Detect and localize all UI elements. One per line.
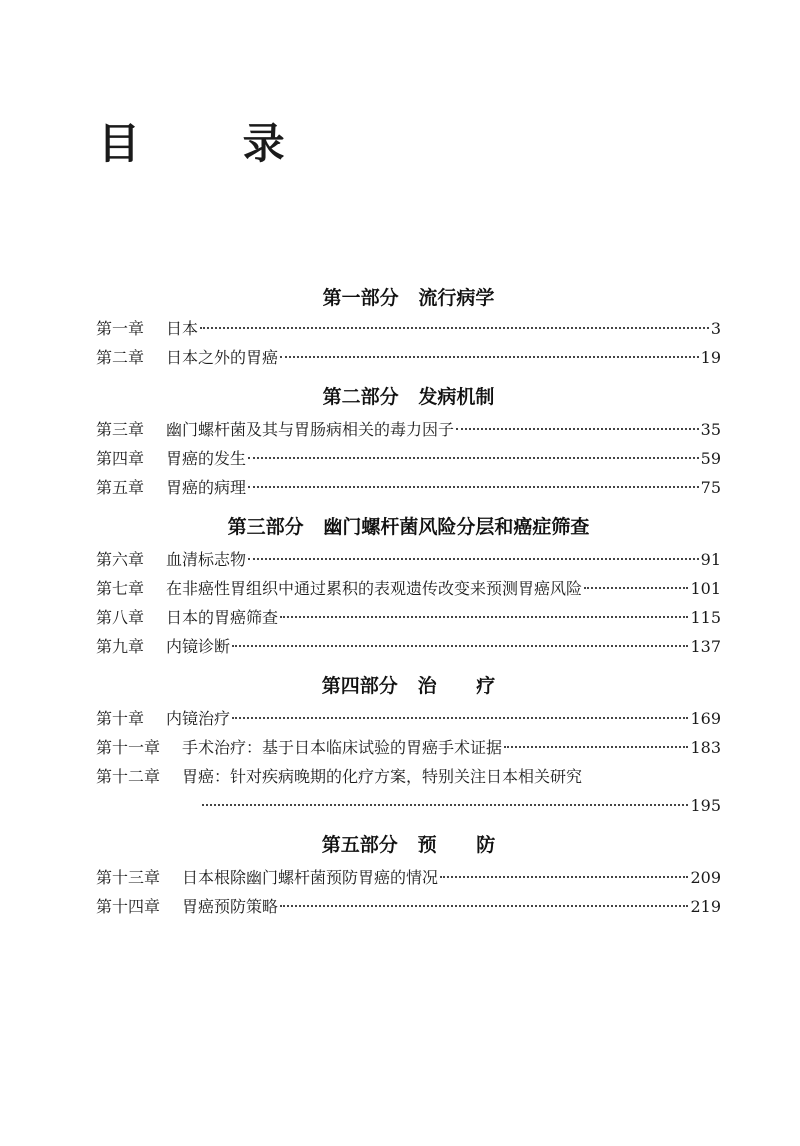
dot-leader: [232, 717, 688, 719]
chapter-number: 第六章: [96, 550, 145, 569]
chapter-title: 日本根除幽门螺杆菌预防胃癌的情况: [182, 868, 439, 887]
chapter-title: 内镜治疗: [166, 709, 231, 728]
chapter-number: 第一章: [96, 319, 145, 338]
part-heading: 第三部分 幽门螺杆菌风险分层和癌症筛查: [227, 516, 590, 538]
toc-entry[interactable]: [96, 762, 721, 820]
toc-entry[interactable]: [96, 892, 721, 921]
chapter-number: 第四章: [96, 449, 145, 468]
toc-entry[interactable]: [96, 704, 721, 733]
page-number: 219: [690, 897, 721, 916]
dot-leader: [280, 356, 699, 358]
toc-entry[interactable]: [96, 603, 721, 632]
dot-leader: [248, 486, 699, 488]
chapter-title: 内镜诊断: [166, 637, 231, 656]
dot-leader: [504, 746, 688, 748]
toc-entry[interactable]: [96, 863, 721, 892]
toc-entry[interactable]: [96, 444, 721, 473]
chapter-title: 血清标志物: [166, 550, 247, 569]
chapter-number: 第七章: [96, 579, 145, 598]
dot-leader: [280, 905, 688, 907]
chapter-number: 第九章: [96, 637, 145, 656]
chapter-number: 第三章: [96, 420, 145, 439]
chapter-title: 日本: [166, 319, 199, 338]
toc-entry[interactable]: [96, 574, 721, 603]
table-of-contents: [96, 282, 721, 921]
chapter-title: 胃癌的病理: [166, 478, 247, 497]
part-heading: 第一部分 流行病学: [322, 287, 495, 309]
dot-leader: [456, 428, 699, 430]
page-number: 19: [700, 348, 721, 367]
page-title: 目 录: [98, 119, 329, 168]
chapter-number: 第十二章: [96, 767, 161, 786]
page-number: 101: [690, 579, 721, 598]
chapter-number: 第八章: [96, 608, 145, 627]
toc-entry[interactable]: [96, 473, 721, 502]
chapter-number: 第十三章: [96, 868, 161, 887]
chapter-title: 日本的胃癌筛查: [166, 608, 279, 627]
page-number: 35: [700, 420, 721, 439]
toc-entry[interactable]: [96, 545, 721, 574]
chapter-number: 第五章: [96, 478, 145, 497]
dot-leader: [232, 645, 688, 647]
dot-leader: [200, 327, 709, 329]
page-number: 3: [710, 319, 721, 338]
chapter-title: 胃癌预防策略: [182, 897, 279, 916]
toc-entry[interactable]: [96, 314, 721, 343]
chapter-number: 第十四章: [96, 897, 161, 916]
toc-entry[interactable]: [96, 343, 721, 372]
dot-leader: [248, 558, 699, 560]
chapter-number: 第十一章: [96, 738, 161, 757]
chapter-title: 胃癌：针对疾病晚期的化疗方案，特别关注日本相关研究: [182, 767, 583, 786]
toc-entry[interactable]: [96, 733, 721, 762]
page-number: 91: [700, 550, 721, 569]
dot-leader: [440, 876, 688, 878]
part-heading: 第五部分 预 防: [321, 834, 496, 856]
page-number: 137: [690, 637, 721, 656]
part-heading: 第四部分 治 疗: [321, 675, 496, 697]
chapter-number: 第十章: [96, 709, 145, 728]
chapter-number: 第二章: [96, 348, 145, 367]
page-number: 115: [690, 608, 721, 627]
chapter-title: 胃癌的发生: [166, 449, 247, 468]
page-number: 209: [690, 868, 721, 887]
part-heading: 第二部分 发病机制: [322, 386, 495, 408]
toc-entry[interactable]: [96, 632, 721, 661]
page-number: 183: [690, 738, 721, 757]
chapter-title: 日本之外的胃癌: [166, 348, 279, 367]
dot-leader: [202, 804, 688, 806]
chapter-title: 手术治疗：基于日本临床试验的胃癌手术证据: [182, 738, 503, 757]
page-number: 59: [700, 449, 721, 468]
toc-entry[interactable]: [96, 415, 721, 444]
chapter-title: 在非癌性胃组织中通过累积的表观遗传改变来预测胃癌风险: [166, 579, 583, 598]
dot-leader: [280, 616, 688, 618]
page-number: 169: [690, 709, 721, 728]
page-number: 195: [690, 796, 721, 815]
dot-leader: [248, 457, 699, 459]
dot-leader: [584, 587, 688, 589]
chapter-title: 幽门螺杆菌及其与胃肠病相关的毒力因子: [166, 420, 455, 439]
page-number: 75: [700, 478, 721, 497]
